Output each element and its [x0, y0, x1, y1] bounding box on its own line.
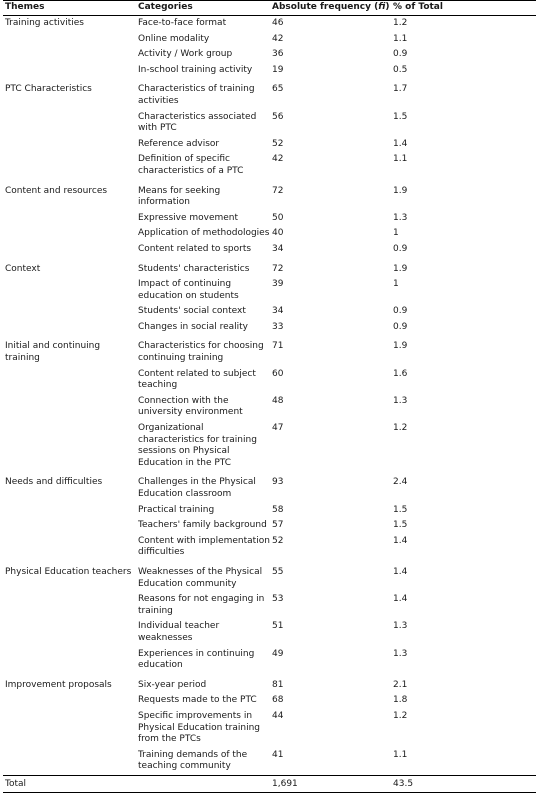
table-row [3, 277, 536, 304]
table-header [3, 1, 536, 16]
table-row [3, 394, 536, 421]
category-cell: Face-to-face format [138, 18, 227, 28]
table-row [3, 180, 536, 211]
theme-cell [3, 277, 136, 304]
theme-cell [3, 619, 136, 646]
frequency-cell: 72 [272, 263, 284, 274]
category-cell: Experiences in continuing education [138, 648, 255, 671]
category-cell: Characteristics of training activities [138, 84, 255, 106]
frequency-cell: 52 [272, 138, 284, 149]
total-category-cell [136, 775, 270, 793]
category-cell: Content with implementation difficulties [138, 535, 270, 558]
table-row [3, 592, 536, 619]
theme-cell [3, 47, 136, 63]
theme-cell [3, 211, 136, 227]
table-row [3, 335, 536, 366]
category-cell: Individual teacher weaknesses [138, 621, 220, 643]
percent-cell: 1.5 [393, 520, 408, 531]
theme-cell [3, 110, 136, 137]
theme-cell: Initial and continuing training [5, 341, 101, 364]
frequency-cell: 36 [272, 49, 284, 60]
frequency-cell: 33 [272, 321, 284, 332]
table-row [3, 709, 536, 748]
frequency-cell: 53 [272, 594, 284, 605]
category-cell: Changes in social reality [138, 321, 249, 332]
percent-cell: 1.4 [393, 566, 408, 577]
table-row [3, 304, 536, 320]
theme-cell [3, 709, 136, 748]
table-row [3, 421, 536, 471]
table-row [3, 137, 536, 153]
percent-cell: 1.1 [393, 749, 408, 760]
theme-cell [3, 421, 136, 471]
table-row [3, 619, 536, 646]
category-cell: Specific improvements in Physical Education training from the PTCs [138, 710, 261, 745]
percent-cell: 0.9 [393, 49, 408, 60]
table-row [3, 503, 536, 519]
theme-cell: Context [5, 263, 41, 274]
table-row [3, 647, 536, 674]
table-row [3, 226, 536, 242]
percent-cell: 1.2 [393, 18, 408, 28]
category-cell: Weaknesses of the Physical Education community [138, 566, 263, 589]
category-cell: Reference advisor [138, 138, 220, 149]
frequency-cell: 34 [272, 243, 284, 254]
header-categories: Categories [136, 1, 270, 16]
percent-cell: 1.5 [393, 504, 408, 515]
theme-cell [3, 518, 136, 534]
theme-cell [3, 137, 136, 153]
frequency-cell: 60 [272, 368, 284, 379]
percent-cell: 0.5 [393, 64, 408, 75]
category-cell: Characteristics for choosing continuing training [138, 341, 264, 364]
category-cell: Training demands of the teaching community [138, 749, 248, 772]
header-freq-symbol: fi [378, 2, 386, 12]
percent-cell: 1.2 [393, 423, 408, 434]
frequency-cell: 93 [272, 477, 284, 488]
frequency-cell: 41 [272, 749, 284, 760]
frequency-cell: 52 [272, 535, 284, 546]
frequency-cell: 65 [272, 84, 284, 95]
category-cell: Reasons for not engaging in training [138, 594, 265, 616]
header-freq-suffix: ) [385, 2, 390, 12]
table-row [3, 693, 536, 709]
frequency-cell: 48 [272, 395, 284, 406]
theme-cell [3, 534, 136, 561]
frequency-cell: 47 [272, 423, 284, 434]
percent-cell: 1.3 [393, 395, 408, 406]
header-percent-of-total: % of Total [391, 1, 536, 16]
frequency-cell: 39 [272, 279, 284, 290]
percent-cell: 1.2 [393, 710, 408, 721]
table-row [3, 320, 536, 336]
category-cell: Activity / Work group [138, 49, 233, 60]
table-row [3, 78, 536, 109]
percent-cell: 1.8 [393, 695, 408, 706]
table-row [3, 258, 536, 278]
category-cell: Characteristics associated with PTC [138, 111, 257, 134]
frequency-cell: 50 [272, 212, 284, 223]
frequency-cell: 55 [272, 566, 284, 577]
frequency-cell: 40 [272, 228, 284, 239]
total-row [3, 775, 536, 793]
category-cell: Challenges in the Physical Education classroom [138, 477, 256, 499]
table-row [3, 32, 536, 48]
table-row [3, 63, 536, 79]
theme-cell [3, 693, 136, 709]
frequency-cell: 72 [272, 185, 284, 196]
theme-cell [3, 226, 136, 242]
theme-cell [3, 748, 136, 776]
total-frequency: 1,691 [270, 775, 391, 793]
total-percent: 43.5 [391, 775, 536, 793]
category-cell: Definition of specific characteristics of a PTC [138, 154, 244, 176]
theme-cell [3, 394, 136, 421]
table-row [3, 748, 536, 776]
header-themes: Themes [3, 1, 136, 16]
percent-cell: 0.9 [393, 243, 408, 254]
table-row [3, 211, 536, 227]
percent-cell: 1.9 [393, 341, 408, 352]
theme-cell: Training activities [5, 18, 84, 28]
theme-cell [3, 32, 136, 48]
header-freq-prefix: Absolute frequency ( [272, 2, 379, 12]
category-cell: Application of methodologies [138, 228, 270, 239]
category-cell: Organizational characteristics for training sessions on Physical Education in the PTC [138, 423, 257, 468]
table-row [3, 16, 536, 32]
percent-cell: 0.9 [393, 306, 408, 317]
theme-cell [3, 63, 136, 79]
percent-cell: 1.9 [393, 263, 408, 274]
frequency-cell: 57 [272, 520, 284, 531]
category-cell: Requests made to the PTC [138, 695, 257, 706]
category-cell: Expressive movement [138, 212, 239, 223]
table-row [3, 674, 536, 694]
theme-cell [3, 320, 136, 336]
table-row [3, 518, 536, 534]
category-cell: Students' social context [138, 306, 246, 317]
percent-cell: 1.5 [393, 111, 408, 122]
category-cell: Content related to sports [138, 243, 252, 254]
frequency-cell: 58 [272, 504, 284, 515]
percent-cell: 1.4 [393, 535, 408, 546]
theme-cell: Physical Education teachers [5, 566, 132, 577]
table-body [3, 16, 536, 776]
table-row [3, 110, 536, 137]
total-label: Total [3, 775, 136, 793]
table-row [3, 242, 536, 258]
percent-cell: 1 [393, 279, 399, 290]
percent-cell: 2.1 [393, 679, 408, 690]
theme-cell [3, 503, 136, 519]
percent-cell: 1.4 [393, 594, 408, 605]
frequency-cell: 34 [272, 306, 284, 317]
frequency-cell: 19 [272, 64, 284, 75]
category-cell: Means for seeking information [138, 185, 221, 208]
percent-cell: 2.4 [393, 477, 408, 488]
theme-cell: Needs and difficulties [5, 477, 103, 488]
frequency-cell: 68 [272, 695, 284, 706]
frequency-cell: 49 [272, 648, 284, 659]
theme-cell [3, 242, 136, 258]
theme-cell [3, 367, 136, 394]
percent-cell: 1.6 [393, 368, 408, 379]
table-row [3, 534, 536, 561]
category-cell: In-school training activity [138, 64, 253, 75]
frequency-cell: 42 [272, 154, 284, 165]
table-row [3, 367, 536, 394]
frequency-cell: 51 [272, 621, 284, 632]
table-row [3, 471, 536, 502]
theme-cell [3, 304, 136, 320]
category-cell: Six-year period [138, 679, 207, 690]
percent-cell: 1.3 [393, 212, 408, 223]
percent-cell: 1.3 [393, 648, 408, 659]
theme-cell [3, 592, 136, 619]
category-cell: Students' characteristics [138, 263, 250, 274]
percent-cell: 1.3 [393, 621, 408, 632]
frequency-cell: 81 [272, 679, 284, 690]
frequency-cell: 71 [272, 341, 284, 352]
theme-cell: Improvement proposals [5, 679, 112, 690]
theme-cell: Content and resources [5, 185, 108, 196]
frequency-cell: 42 [272, 33, 284, 44]
header-row [3, 1, 536, 16]
frequency-cell: 56 [272, 111, 284, 122]
header-absolute-frequency [270, 1, 391, 16]
table-footer [3, 775, 536, 793]
table-row [3, 561, 536, 592]
percent-cell: 1.7 [393, 84, 408, 95]
percent-cell: 1 [393, 228, 399, 239]
table-row [3, 152, 536, 179]
percent-cell: 1.1 [393, 154, 408, 165]
frequency-cell: 44 [272, 710, 284, 721]
theme-cell [3, 647, 136, 674]
frequency-cell: 46 [272, 18, 284, 28]
theme-cell: PTC Characteristics [5, 84, 92, 95]
percent-cell: 1.4 [393, 138, 408, 149]
table-row [3, 47, 536, 63]
theme-cell [3, 152, 136, 179]
category-cell: Content related to subject teaching [138, 368, 256, 391]
category-cell: Practical training [138, 504, 215, 515]
frequency-table [3, 0, 536, 793]
percent-cell: 0.9 [393, 321, 408, 332]
percent-cell: 1.9 [393, 185, 408, 196]
percent-cell: 1.1 [393, 33, 408, 44]
category-cell: Impact of continuing education on students [138, 279, 239, 301]
category-cell: Connection with the university environment [138, 395, 243, 418]
category-cell: Online modality [138, 33, 210, 44]
category-cell: Teachers' family background [138, 520, 267, 531]
